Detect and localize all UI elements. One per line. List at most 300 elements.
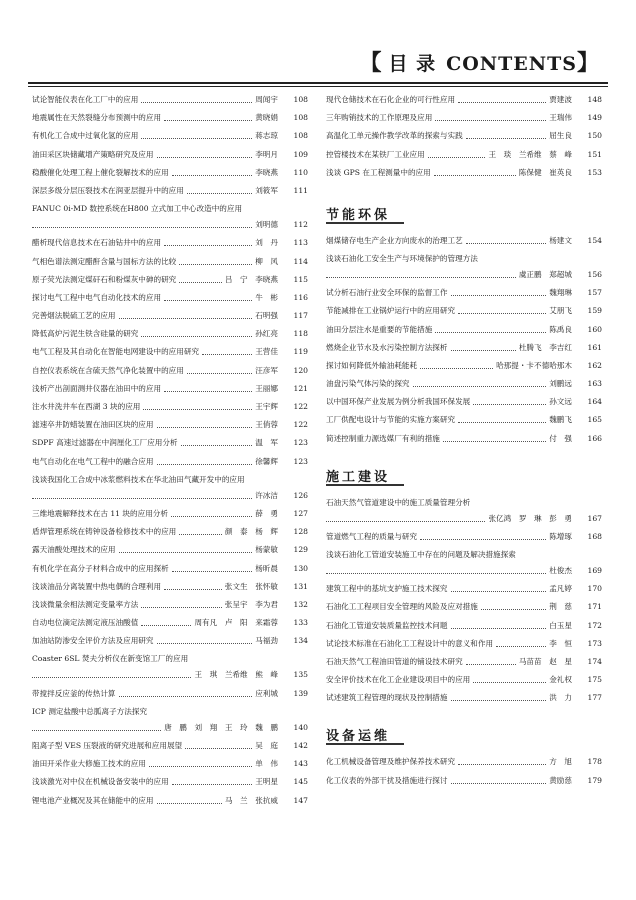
- toc-entry-title: 浅谈激光对中仪在机械设备安装中的应用: [32, 777, 169, 787]
- toc-leader-dots: [172, 571, 253, 572]
- toc-entry-title: 浅谈 GPS 在工程测量中的应用: [326, 167, 431, 177]
- toc-entry[interactable]: [326, 113, 602, 123]
- toc-leader-dots: [466, 243, 547, 244]
- toc-leader-dots: [496, 646, 546, 647]
- toc-entry-title: 化工机械设备管理及维护保养技术研究: [326, 757, 456, 767]
- toc-entry-title: 试论智能仪表在化工厂中的应用: [32, 95, 139, 104]
- toc-entry-title: 三维地震解释技术在古 11 块的应用分析: [32, 508, 168, 518]
- toc-entry-title: 醋析现代信息技术在石油钻井中的应用: [32, 238, 162, 248]
- toc-entry-page: 163: [587, 379, 602, 389]
- toc-entry-page: 131: [293, 581, 308, 591]
- header-title-en: CONTENTS: [446, 53, 577, 75]
- toc-entry-title: 石油化工管道安装质量监控技术问题: [326, 620, 448, 630]
- toc-entry-title: 工厂供配电设计与节能的实施方案研究: [326, 415, 456, 425]
- toc-entry-title: 试述建筑工程管理的现状及控制措施: [326, 693, 448, 703]
- toc-leader-dots: [420, 539, 546, 540]
- toc-entry[interactable]: [326, 532, 602, 542]
- toc-entry-page: 166: [587, 433, 602, 443]
- toc-entry[interactable]: [32, 311, 308, 321]
- toc-entry[interactable]: [32, 113, 308, 123]
- toc-entry-author: 单 伟: [255, 759, 278, 769]
- toc-entry-title: 管道燃气工程的质量与研究: [326, 531, 418, 541]
- toc-entry-title: 加油站防渗安全评价方法及应用研究: [32, 636, 154, 646]
- toc-entry-page: 113: [293, 238, 308, 248]
- toc-entry[interactable]: [326, 434, 602, 444]
- toc-entry-author: 白玉星: [549, 620, 572, 630]
- toc-leader-dots: [466, 664, 516, 665]
- toc-entry-page: 126: [293, 490, 308, 500]
- toc-entry[interactable]: [32, 150, 308, 160]
- toc-entry-title: 油盘污染气体污染的探究: [326, 379, 410, 389]
- toc-entry-page: 168: [587, 531, 602, 541]
- toc-entry[interactable]: [32, 582, 308, 592]
- toc-entry-page: 123: [293, 438, 308, 448]
- toc-entry[interactable]: [32, 384, 308, 394]
- toc-leader-dots: [420, 368, 493, 369]
- toc-entry[interactable]: [32, 257, 308, 267]
- toc-entry[interactable]: [326, 498, 602, 524]
- toc-leader-dots: [164, 245, 252, 246]
- toc-entry[interactable]: [326, 379, 602, 389]
- toc-leader-dots: [458, 764, 546, 765]
- toc-leader-dots: [119, 696, 253, 697]
- toc-entry[interactable]: [326, 693, 602, 703]
- section-heading-row: [326, 458, 602, 498]
- toc-entry-title: 浅谈石油化工安全生产与环境保护的管理方法: [326, 253, 478, 263]
- toc-entry-page: 172: [587, 620, 602, 630]
- toc-entry-author: 刘鹏远: [549, 379, 572, 389]
- toc-leader-dots: [179, 264, 252, 265]
- toc-entry-page: 151: [587, 149, 602, 159]
- toc-entry[interactable]: [326, 550, 602, 576]
- toc-entry[interactable]: [326, 757, 602, 767]
- toc-leader-dots: [451, 591, 547, 592]
- toc-entry-title: 原子荧光法测定煤矸石和粉煤灰中砷的研究: [32, 274, 177, 284]
- toc-leader-dots: [32, 677, 191, 678]
- toc-leader-dots: [157, 643, 253, 644]
- toc-leader-dots: [119, 552, 253, 553]
- toc-entry-title: 石油天然气工程油田管道的铺设技术研究: [326, 656, 463, 666]
- toc-entry-page: 145: [293, 777, 308, 787]
- toc-entry[interactable]: [32, 204, 308, 230]
- toc-entry[interactable]: [32, 545, 308, 555]
- toc-entry[interactable]: [326, 415, 602, 425]
- toc-leader-dots: [187, 373, 252, 374]
- toc-entry-author: 许冰洁: [255, 490, 278, 500]
- toc-entry-author: 吴 庭: [255, 741, 278, 750]
- toc-entry-author: 魏鹏飞: [549, 415, 572, 425]
- toc-entry-title: 浅谈石油化工管道安装施工中存在的问题及解决措施探索: [326, 550, 516, 559]
- toc-leader-dots: [473, 682, 546, 683]
- toc-entry[interactable]: [32, 509, 308, 519]
- toc-entry[interactable]: [326, 95, 602, 105]
- toc-entry-page: 121: [293, 383, 308, 393]
- toc-leader-dots: [451, 700, 547, 701]
- toc-entry[interactable]: [326, 602, 602, 612]
- toc-entry[interactable]: [32, 527, 308, 537]
- toc-entry-page: 154: [587, 235, 602, 245]
- toc-entry[interactable]: [32, 95, 308, 105]
- toc-entry-page: 174: [587, 656, 602, 666]
- section-heading: 施工建设: [326, 466, 404, 486]
- toc-entry[interactable]: [326, 397, 602, 407]
- toc-entry-page: 175: [587, 675, 602, 685]
- toc-entry-page: 108: [293, 95, 308, 104]
- toc-entry-title: ICP 测定盐酸中总胍离子方法探究: [32, 706, 148, 716]
- toc-entry-title: 滤速卒井防蜡装置在油田区块的应用: [32, 420, 154, 430]
- toc-leader-dots: [172, 175, 253, 176]
- contents-left-column: [32, 95, 308, 814]
- toc-entry-page: 169: [587, 566, 602, 575]
- toc-entry[interactable]: [32, 475, 308, 501]
- toc-entry[interactable]: [326, 168, 602, 178]
- toc-entry[interactable]: [326, 657, 602, 667]
- toc-entry[interactable]: [32, 707, 308, 733]
- toc-entry[interactable]: [326, 254, 602, 280]
- toc-entry-author: 王俏蓉: [255, 420, 278, 430]
- toc-entry-page: 115: [293, 274, 308, 284]
- toc-entry-title: 以中国环保产业发展为例分析我国环保发展: [326, 397, 471, 407]
- toc-entry-author: 杨蒙敏: [255, 545, 278, 555]
- toc-entry[interactable]: [32, 741, 308, 751]
- toc-entry-page: 165: [587, 415, 602, 425]
- toc-entry-author: 屈生良: [549, 131, 572, 141]
- toc-leader-dots: [481, 609, 546, 610]
- toc-leader-dots: [164, 589, 222, 590]
- toc-entry-page: 128: [293, 527, 308, 537]
- toc-entry-page: 147: [293, 795, 308, 805]
- toc-entry-page: 149: [587, 113, 602, 123]
- toc-entry-author: 黄励慈: [549, 775, 572, 785]
- toc-leader-dots: [458, 313, 546, 314]
- toc-entry-title: 盾焊管理系统在铸钟设备检修技术中的应用: [32, 527, 177, 537]
- toc-entry-author: 王营佳: [255, 347, 278, 357]
- toc-entry-page: 178: [587, 757, 602, 767]
- toc-entry-author: 颜 泰 杨 辉: [224, 527, 278, 537]
- toc-entry-author: 李 恒: [549, 638, 572, 648]
- toc-entry-title: 降低高炉污泥生铁含硅量的研究: [32, 329, 139, 339]
- toc-entry-page: 173: [587, 638, 602, 648]
- toc-entry-author: 张文生 张怀敏: [224, 581, 278, 591]
- toc-entry-title: 三年购销技术的工作原理及应用: [326, 113, 433, 123]
- toc-entry-title: 电气工程及其自动化在智能电网建设中的应用研究: [32, 347, 200, 357]
- toc-entry[interactable]: [326, 639, 602, 649]
- toc-leader-dots: [141, 625, 191, 626]
- toc-leader-dots: [119, 318, 253, 319]
- toc-entry-page: 142: [293, 741, 308, 750]
- toc-entry[interactable]: [326, 236, 602, 246]
- toc-entry[interactable]: [32, 438, 308, 448]
- toc-leader-dots: [413, 386, 547, 387]
- toc-entry[interactable]: [326, 150, 602, 160]
- toc-entry-page: 143: [293, 759, 308, 769]
- toc-entry[interactable]: [326, 325, 602, 335]
- toc-entry-author: 方 旭: [549, 757, 572, 767]
- toc-entry-title: 简述控制重力源选媒厂有利的措施: [326, 433, 440, 443]
- toc-entry-author: 王丽娜: [255, 383, 278, 393]
- toc-entry-page: 132: [293, 599, 308, 609]
- section-heading-row: [326, 196, 602, 236]
- toc-entry[interactable]: [32, 186, 308, 196]
- toc-entry-page: 162: [587, 360, 602, 370]
- toc-leader-dots: [458, 102, 546, 103]
- toc-entry[interactable]: [32, 293, 308, 303]
- toc-entry[interactable]: [32, 564, 308, 574]
- toc-entry-title: 浅析产出剖面测井仪器在油田中的应用: [32, 383, 162, 393]
- toc-leader-dots: [179, 534, 222, 535]
- toc-entry-author: 刘 丹: [255, 238, 278, 248]
- toc-entry-page: 160: [587, 324, 602, 334]
- toc-entry-page: 179: [587, 775, 602, 785]
- toc-leader-dots: [164, 300, 252, 301]
- toc-entry[interactable]: [32, 457, 308, 467]
- toc-entry-title: 浅谈微量余相法测定变量率方法: [32, 599, 139, 609]
- toc-entry[interactable]: [326, 584, 602, 594]
- toc-leader-dots: [185, 748, 252, 749]
- toc-entry-title: 注水井洗井车在西湖 3 块的应用: [32, 402, 141, 411]
- toc-entry-author: 周有凡 卢 阳 来霜蓉: [194, 618, 278, 628]
- toc-entry-author: 李晓燕: [255, 167, 278, 177]
- toc-entry-title: Coaster 6SL 焚夫分析仪在新变馆工厂的应用: [32, 654, 189, 664]
- toc-entry-author: 孙红亮: [255, 329, 278, 339]
- toc-entry-page: 156: [587, 269, 602, 279]
- toc-entry[interactable]: [32, 402, 308, 412]
- toc-entry-title: 石油天然气管道建设中的施工质量管理分析: [326, 497, 471, 507]
- toc-entry-title: 有机化学在高分子材料合成中的应用探析: [32, 563, 169, 573]
- toc-entry[interactable]: [32, 238, 308, 248]
- toc-entry-author: 黄晓娟: [255, 113, 278, 123]
- toc-entry[interactable]: [32, 168, 308, 178]
- toc-entry[interactable]: [32, 329, 308, 339]
- toc-entry-author: 蒋志琼: [255, 131, 278, 141]
- toc-leader-dots: [149, 766, 252, 767]
- contents-header: [359, 46, 600, 74]
- toc-entry-title: 浅谈我国化工合成中冰浆燃料技术在华北油田气藏开发中的应用: [32, 474, 245, 484]
- header-bracket-right: 】: [576, 50, 600, 76]
- toc-entry[interactable]: [326, 131, 602, 141]
- toc-leader-dots: [143, 409, 252, 410]
- toc-entry-page: 153: [587, 167, 602, 177]
- toc-entry-title: SDPF 高速过滤器在中润厘化工厂应用分析: [32, 438, 178, 448]
- toc-entry-author: 王瑞伟: [549, 113, 572, 123]
- toc-entry-page: 140: [293, 722, 308, 732]
- toc-entry-page: 108: [293, 131, 308, 141]
- toc-leader-dots: [172, 784, 253, 785]
- toc-entry-author: 杨昕晨: [255, 563, 278, 573]
- toc-entry[interactable]: [326, 306, 602, 316]
- toc-entry-title: 地震属性在天然裂缝分布预测中的应用: [32, 113, 162, 123]
- toc-entry-page: 120: [293, 365, 308, 375]
- toc-entry-author: 陈禹良: [549, 324, 572, 334]
- toc-entry-title: 探讨电气工程中电气自动化技术的应用: [32, 292, 162, 302]
- toc-leader-dots: [141, 607, 222, 608]
- toc-leader-dots: [187, 193, 252, 194]
- contents-right-column: [326, 95, 602, 794]
- toc-entry-author: 薛 勇: [255, 508, 278, 518]
- toc-leader-dots: [181, 445, 253, 446]
- toc-entry[interactable]: [32, 654, 308, 680]
- toc-entry-title: 化工仪表的外部干扰及措施进行探讨: [326, 775, 448, 785]
- toc-entry-page: 127: [293, 508, 308, 518]
- toc-entry-page: 148: [587, 95, 602, 104]
- toc-entry[interactable]: [326, 675, 602, 685]
- section-heading-row: [326, 717, 602, 757]
- toc-entry-page: 134: [293, 636, 308, 646]
- toc-entry-title: 自控仪表系统在含硫天然气净化装置中的应用: [32, 365, 184, 375]
- toc-entry[interactable]: [32, 636, 308, 646]
- toc-entry-author: 哈那提・卡不德哈那木: [496, 360, 572, 370]
- toc-leader-dots: [141, 138, 252, 139]
- toc-entry-author: 王宇辉: [255, 402, 278, 411]
- toc-entry[interactable]: [32, 131, 308, 141]
- toc-leader-dots: [164, 120, 252, 121]
- toc-entry-author: 艾朋飞: [549, 306, 572, 316]
- toc-entry-title: 烟煤储存电生产企业方向废水的治理工艺: [326, 235, 463, 245]
- toc-entry-title: 深层多级分层压裂技术在润亚层提升中的应用: [32, 185, 184, 195]
- toc-entry-author: 杨建文: [549, 235, 572, 245]
- toc-entry-page: 109: [293, 149, 308, 159]
- toc-entry-page: 170: [587, 584, 602, 594]
- toc-entry-page: 161: [587, 342, 602, 352]
- toc-entry[interactable]: [326, 621, 602, 631]
- toc-entry-author: 应利城: [255, 688, 278, 698]
- toc-entry-author: 王 琪 兰希维 熊 峰: [194, 670, 278, 680]
- toc-entry-page: 110: [293, 167, 308, 177]
- toc-leader-dots: [32, 730, 161, 731]
- toc-leader-dots: [434, 175, 516, 176]
- toc-entry-page: 164: [587, 397, 602, 407]
- toc-entry-title: 油田分层注水是重要的节能措施: [326, 324, 433, 334]
- toc-entry-title: 自动电位滴定法测定液压油酸值: [32, 618, 139, 628]
- toc-entry-title: 燃烧企业节水及水污染控制方法探析: [326, 342, 448, 352]
- toc-entry-title: 建筑工程中的基坑支护施工技术探究: [326, 584, 448, 594]
- toc-entry-author: 张呈宇 李为君: [224, 599, 278, 609]
- toc-entry-title: 油田开采作业大修施工技术的应用: [32, 759, 146, 769]
- toc-entry-title: 气相色谱法测定醋酐含量与国标方法的比较: [32, 256, 177, 266]
- toc-leader-dots: [451, 350, 516, 351]
- header-rule-thin: [28, 86, 608, 87]
- toc-entry-title: 节能减排在工业锅炉运行中的应用研究: [326, 306, 456, 316]
- toc-entry[interactable]: [326, 343, 602, 353]
- toc-entry-title: 浅谈油品分离装置中热电偶的合理利用: [32, 581, 162, 591]
- toc-leader-dots: [171, 516, 252, 517]
- toc-entry-page: 133: [293, 618, 308, 628]
- toc-entry-page: 111: [293, 185, 308, 195]
- toc-entry-title: 阻离子型 VES 压裂液的研究进展和应用展望: [32, 741, 183, 750]
- toc-entry-author: 李明月: [255, 149, 278, 159]
- header-rule-thick: [28, 82, 608, 84]
- toc-entry[interactable]: [32, 275, 308, 285]
- toc-entry-author: 石明强: [255, 311, 278, 321]
- toc-entry[interactable]: [326, 361, 602, 371]
- toc-entry[interactable]: [326, 776, 602, 786]
- toc-entry[interactable]: [32, 420, 308, 430]
- toc-entry-author: 虞正鹏 郑超城: [518, 269, 572, 279]
- toc-entry-page: 122: [293, 402, 308, 411]
- toc-entry[interactable]: [32, 347, 308, 357]
- toc-leader-dots: [164, 391, 252, 392]
- toc-entry-author: 柳 风: [255, 256, 278, 266]
- toc-entry-author: 马 兰 张抗威: [224, 795, 278, 805]
- toc-leader-dots: [32, 498, 252, 499]
- toc-entry-author: 刘筱军: [255, 185, 278, 195]
- toc-entry-page: 177: [587, 693, 602, 703]
- toc-leader-dots: [466, 138, 547, 139]
- toc-entry-title: 安全评价技术在化工企业建设项目中的应用: [326, 675, 471, 685]
- toc-entry-author: 孟凡婷: [549, 584, 572, 594]
- toc-leader-dots: [179, 282, 222, 283]
- toc-entry-title: 探讨如何降低外输油耗能耗: [326, 360, 418, 370]
- toc-entry-title: 完善烟法脱硫工艺的应用: [32, 311, 116, 321]
- toc-entry[interactable]: [32, 777, 308, 787]
- toc-leader-dots: [435, 120, 546, 121]
- toc-leader-dots: [157, 157, 253, 158]
- toc-entry-page: 119: [293, 347, 308, 357]
- toc-leader-dots: [157, 427, 253, 428]
- toc-leader-dots: [451, 628, 547, 629]
- toc-entry-author: 杜腾飞 李吉红: [518, 342, 572, 352]
- toc-entry-page: 171: [587, 602, 602, 612]
- toc-leader-dots: [435, 332, 546, 333]
- toc-entry[interactable]: [32, 618, 308, 628]
- toc-entry-title: 带搅拌反应釜的传热计算: [32, 688, 116, 698]
- toc-entry-author: 马福劲: [255, 636, 278, 646]
- toc-leader-dots: [458, 422, 546, 423]
- toc-entry-author: 贾建波: [549, 95, 572, 104]
- toc-entry[interactable]: [32, 600, 308, 610]
- toc-entry-page: 150: [587, 131, 602, 141]
- toc-entry-page: 112: [293, 220, 308, 230]
- toc-entry-page: 116: [293, 292, 308, 302]
- toc-entry-author: 王明星: [255, 777, 278, 787]
- section-heading: 设备运维: [326, 725, 404, 745]
- toc-entry[interactable]: [32, 796, 308, 806]
- toc-entry-author: 杜俊杰: [549, 566, 572, 575]
- toc-entry-page: 122: [293, 420, 308, 430]
- toc-entry-author: 牛 彬: [255, 292, 278, 302]
- toc-entry-title: 高温化工单元操作教学改革的探索与实践: [326, 131, 463, 141]
- toc-entry-page: 129: [293, 545, 308, 555]
- toc-entry[interactable]: [326, 288, 602, 298]
- toc-leader-dots: [157, 803, 222, 804]
- toc-entry-author: 魏翔琳: [549, 288, 572, 298]
- toc-entry-author: 唐 鹏 刘 翔 王 玲 魏 鹏: [164, 722, 278, 732]
- toc-entry[interactable]: [32, 366, 308, 376]
- toc-entry-title: 石油化工工程项目安全管理的风险及应对措施: [326, 602, 478, 612]
- toc-entry-author: 付 强: [549, 433, 572, 443]
- toc-entry-author: 荆 慈: [549, 602, 572, 612]
- toc-entry-author: 周闻宇: [255, 95, 278, 104]
- toc-entry-page: 167: [587, 513, 602, 523]
- toc-entry[interactable]: [32, 689, 308, 699]
- toc-entry-author: 刘明德: [255, 220, 278, 230]
- toc-leader-dots: [428, 157, 486, 158]
- toc-entry-author: 张亿鸿 罗 琳 彭 勇: [488, 513, 572, 523]
- toc-leader-dots: [157, 464, 253, 465]
- header-bracket-left: 【: [359, 50, 383, 76]
- toc-entry-author: 王 琰 兰希维 蔡 峰: [488, 149, 572, 159]
- toc-leader-dots: [202, 354, 252, 355]
- toc-leader-dots: [451, 295, 547, 296]
- toc-entry-page: 118: [293, 329, 308, 339]
- toc-entry[interactable]: [32, 759, 308, 769]
- toc-entry-author: 吕 宁 李晓燕: [224, 274, 278, 284]
- toc-leader-dots: [141, 102, 252, 103]
- toc-entry-author: 洪 力: [549, 693, 572, 703]
- toc-entry-author: 陈增琢: [549, 531, 572, 541]
- toc-leader-dots: [473, 404, 546, 405]
- toc-entry-title: 露天油酸处理技术的应用: [32, 545, 116, 555]
